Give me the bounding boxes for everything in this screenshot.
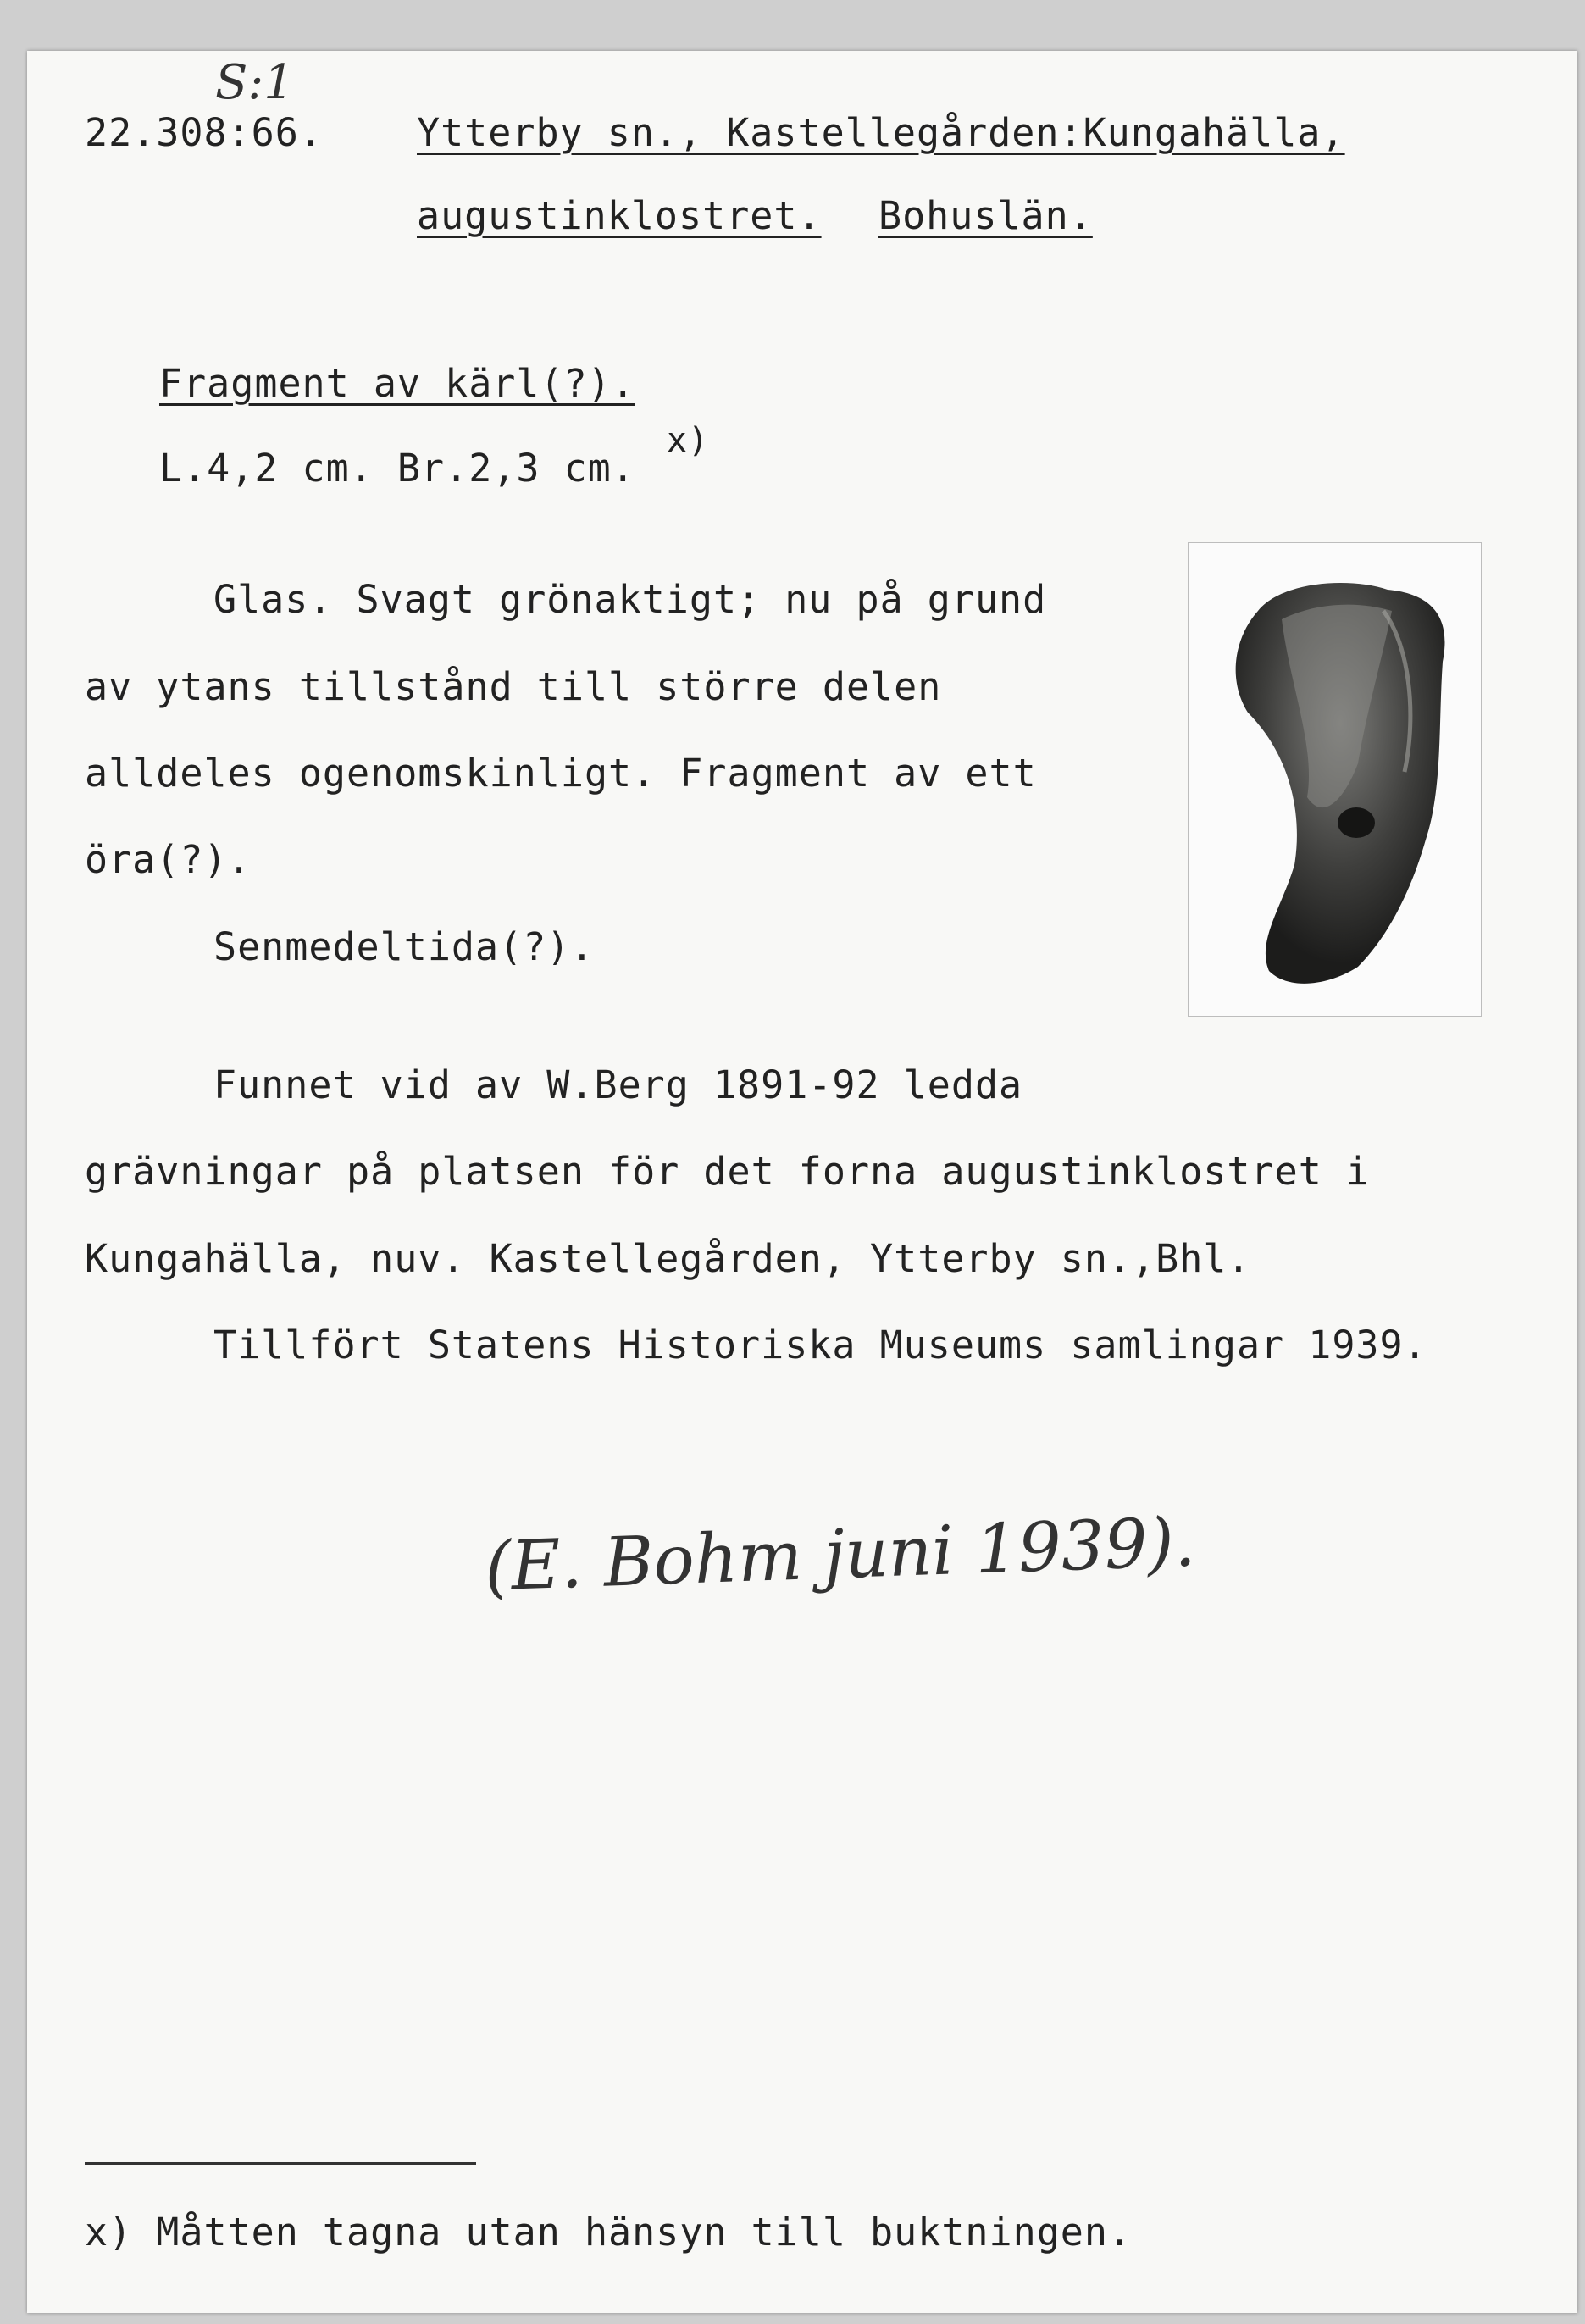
measurements: L.4,2 cm. Br.2,3 cm. xyxy=(159,446,635,491)
glass-fragment-image xyxy=(1189,543,1481,1016)
handwritten-signature: (E. Bohm juni 1939). xyxy=(483,1502,1197,1606)
description-line: Glas. Svagt grönaktigt; nu på grund xyxy=(213,577,1047,622)
description-line: alldeles ogenomskinligt. Fragment av ett xyxy=(85,751,1037,796)
reference-mark: S:1 xyxy=(215,55,294,110)
object-title: Fragment av kärl(?). xyxy=(159,361,635,406)
acquisition: Tillfört Statens Historiska Museums samlingar 1939. xyxy=(213,1323,1427,1367)
find-line: Funnet vid av W.Berg 1891-92 ledda xyxy=(213,1062,1023,1107)
dating: Senmedeltida(?). xyxy=(213,924,595,969)
footnote: x) Måtten tagna utan hänsyn till buktningen. xyxy=(85,2210,1133,2255)
location-line-1: Ytterby sn., Kastellegården:Kungahälla, xyxy=(417,110,1345,155)
measurements-note-mark: x) xyxy=(667,421,710,460)
footnote-divider xyxy=(85,2162,476,2165)
catalog-number: 22.308:66. xyxy=(85,110,323,155)
description-line: öra(?). xyxy=(85,837,252,882)
description-line: av ytans tillstånd till större delen xyxy=(85,664,942,709)
find-line: Kungahälla, nuv. Kastellegården, Ytterby sn.,Bhl. xyxy=(85,1236,1251,1281)
location-line-2a: augustinklostret. xyxy=(417,193,822,238)
find-line: grävningar på platsen för det forna augustinklostret i xyxy=(85,1149,1370,1194)
location-line-2b: Bohuslän. xyxy=(878,193,1093,238)
artifact-photo xyxy=(1188,542,1482,1017)
catalog-card xyxy=(27,51,1577,2313)
